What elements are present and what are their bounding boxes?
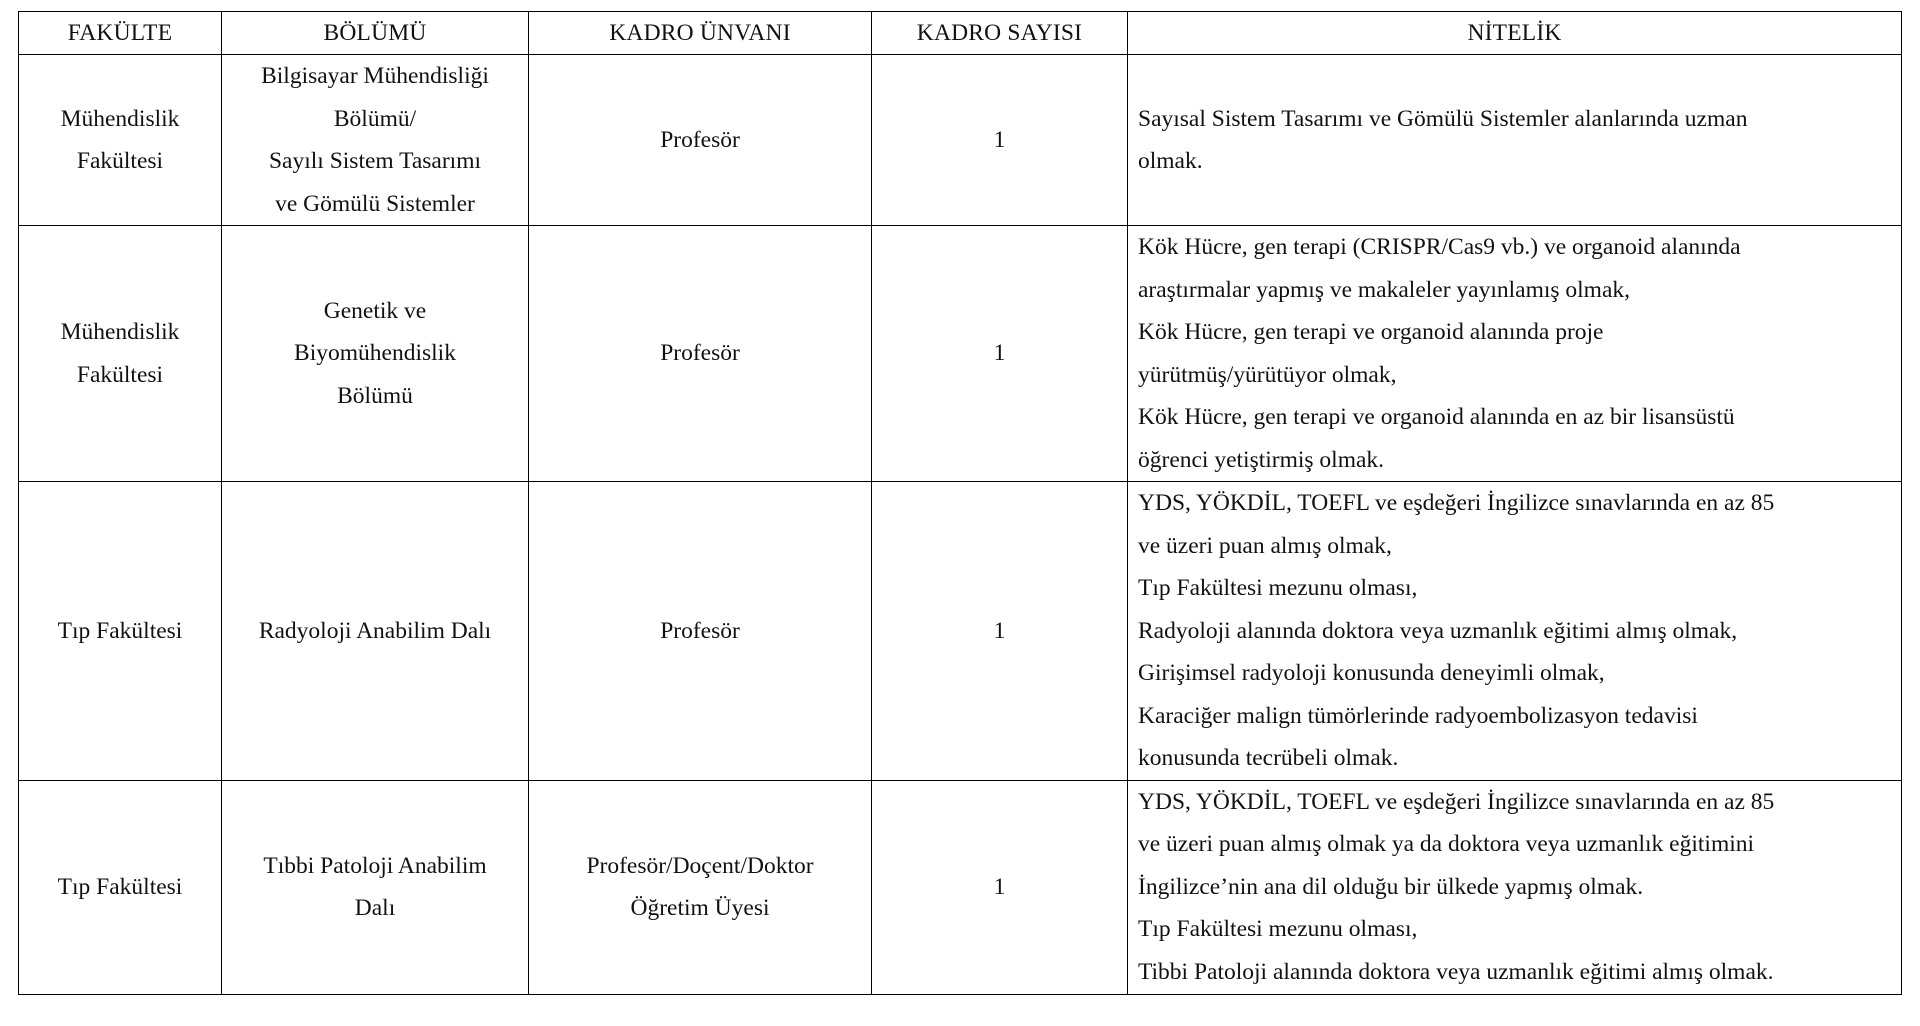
cell-line: Mühendislik (60, 105, 180, 132)
cell-kadro-sayisi: 1 (872, 55, 1128, 226)
cell-line: Profesör (660, 126, 740, 153)
cell-line: Radyoloji Anabilim Dalı (258, 617, 492, 644)
cell-line: Sayılı Sistem Tasarımı (268, 148, 482, 174)
cell-nitelik (1128, 55, 1902, 226)
cell-line: öğrenci yetiştirmiş olmak. (1138, 446, 1385, 473)
header-kadro-sayisi: KADRO SAYISI (872, 12, 1128, 55)
table-body (19, 55, 1902, 995)
cell-line: ve üzeri puan almış olmak, (1138, 532, 1392, 559)
cell-line: Kök Hücre, gen terapi ve organoid alanında en az bir lisansüstü (1138, 404, 1735, 430)
cell-line: Genetik ve (323, 297, 427, 324)
table-row (19, 55, 1902, 226)
cell-line: Girişimsel radyoloji konusunda deneyimli olmak, (1138, 660, 1605, 686)
cell-kadro-sayisi: 1 (872, 780, 1128, 994)
cell-nitelik (1128, 780, 1902, 994)
cell-line: Mühendislik (60, 319, 180, 345)
cell-bolum (222, 226, 529, 482)
cell-line: Fakültesi (76, 361, 164, 388)
cell-line: Profesör (660, 340, 740, 367)
cell-kadro-unvani (529, 226, 872, 482)
cell-line: Biyomühendislik (294, 340, 456, 367)
header-row (19, 12, 1902, 55)
cell-line: olmak. (1138, 148, 1203, 174)
cell-kadro-unvani (529, 55, 872, 226)
cell-line: araştırmalar yapmış ve makaleler yayınlamış olmak, (1138, 276, 1631, 303)
table-row (19, 780, 1902, 994)
header-fakulte: FAKÜLTE (19, 12, 222, 55)
cell-fakulte (19, 55, 222, 226)
cell-line: Tıp Fakültesi mezunu olması, (1138, 916, 1418, 943)
cell-bolum (222, 482, 529, 781)
header-bolum: BÖLÜMÜ (222, 12, 529, 55)
cell-fakulte (19, 780, 222, 994)
cell-bolum (222, 780, 529, 994)
cell-line: Kök Hücre, gen terapi (CRISPR/Cas9 vb.) ve organoid alanında (1138, 234, 1741, 260)
cell-line: Profesör/Doçent/Doktor (586, 852, 814, 879)
table-row (19, 482, 1902, 781)
cell-line: ve üzeri puan almış olmak ya da doktora veya uzmanlık eğitimini (1138, 831, 1755, 858)
cell-line: Tıp Fakültesi mezunu olması, (1138, 575, 1418, 601)
header-nitelik: NİTELİK (1128, 12, 1902, 55)
cell-line: Bölümü/ (333, 105, 417, 132)
cell-line: ve Gömülü Sistemler (275, 190, 475, 217)
cell-line: Bilgisayar Mühendisliği (261, 63, 489, 89)
cell-kadro-unvani (529, 482, 872, 781)
cell-line: Sayısal Sistem Tasarımı ve Gömülü Sistemler alanlarında uzman (1138, 105, 1748, 132)
cell-kadro-unvani (529, 780, 872, 994)
cell-bolum (222, 55, 529, 226)
cell-line: Radyoloji alanında doktora veya uzmanlık eğitimi almış olmak, (1138, 617, 1738, 644)
cell-line: Profesör (660, 617, 740, 644)
cell-line: Dalı (354, 895, 396, 921)
cell-line: Kök Hücre, gen terapi ve organoid alanında proje (1138, 319, 1604, 345)
cell-line: konusunda tecrübeli olmak. (1138, 745, 1399, 771)
cell-line: Karaciğer malign tümörlerinde radyoembolizasyon tedavisi (1138, 702, 1698, 729)
cell-fakulte (19, 226, 222, 482)
cell-line: Tıbbi Patoloji Anabilim (263, 852, 487, 879)
table-row (19, 226, 1902, 482)
cell-line: Tibbi Patoloji alanında doktora veya uzmanlık eğitimi almış olmak. (1138, 958, 1774, 985)
cell-kadro-sayisi: 1 (872, 226, 1128, 482)
table-header (19, 12, 1902, 55)
header-kadro-unvani: KADRO ÜNVANI (529, 12, 872, 55)
cell-fakulte (19, 482, 222, 781)
cell-line: yürütmüş/yürütüyor olmak, (1138, 361, 1397, 388)
cell-line: Fakültesi (76, 148, 164, 174)
cell-nitelik (1128, 482, 1902, 781)
cell-line: Tıp Fakültesi (57, 617, 183, 644)
cell-line: Bölümü (337, 382, 413, 409)
cell-nitelik (1128, 226, 1902, 482)
cell-line: Öğretim Üyesi (630, 895, 770, 921)
cell-line: YDS, YÖKDİL, TOEFL ve eşdeğeri İngilizce sınavlarında en az 85 (1138, 490, 1775, 516)
staff-position-table (18, 11, 1902, 995)
cell-kadro-sayisi: 1 (872, 482, 1128, 781)
cell-line: YDS, YÖKDİL, TOEFL ve eşdeğeri İngilizce sınavlarında en az 85 (1138, 788, 1775, 815)
cell-line: İngilizce’nin ana dil olduğu bir ülkede yapmış olmak. (1138, 873, 1644, 900)
cell-line: Tıp Fakültesi (57, 873, 183, 900)
